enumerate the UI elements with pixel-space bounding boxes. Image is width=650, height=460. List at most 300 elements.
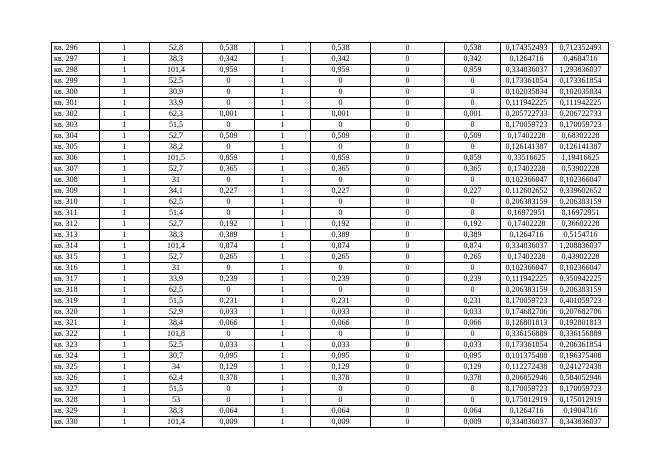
cell-value-d: 0,095 xyxy=(445,351,501,362)
table-row xyxy=(52,384,609,395)
cell-value-b: 0,874 xyxy=(311,241,371,252)
cell-apartment: кв. 329 xyxy=(52,406,100,417)
cell-total: 0,350942225 xyxy=(553,274,609,285)
cell-apartment: кв. 316 xyxy=(52,263,100,274)
cell-value-b: 0 xyxy=(311,120,371,131)
cell-area: 51,5 xyxy=(150,296,203,307)
cell-apartment: кв. 312 xyxy=(52,219,100,230)
cell-total: 0,206383159 xyxy=(553,285,609,296)
cell-factor: 1 xyxy=(255,351,311,362)
table-row xyxy=(52,230,609,241)
cell-factor: 1 xyxy=(255,417,311,428)
cell-count: 1 xyxy=(100,131,150,142)
cell-count: 1 xyxy=(100,329,150,340)
cell-factor: 1 xyxy=(255,329,311,340)
cell-total: 0,206361854 xyxy=(553,340,609,351)
cell-share: 0,101375408 xyxy=(501,351,553,362)
cell-factor: 1 xyxy=(255,186,311,197)
cell-count: 1 xyxy=(100,54,150,65)
cell-count: 1 xyxy=(100,318,150,329)
cell-share: 0,334836037 xyxy=(501,241,553,252)
cell-factor: 1 xyxy=(255,384,311,395)
cell-value-a: 0 xyxy=(203,395,255,406)
cell-share: 0,336156889 xyxy=(501,329,553,340)
cell-value-d: 0 xyxy=(445,87,501,98)
cell-share: 0,126801813 xyxy=(501,318,553,329)
cell-value-c: 0 xyxy=(371,395,445,406)
cell-area: 52,7 xyxy=(150,164,203,175)
cell-value-d: 0,378 xyxy=(445,373,501,384)
cell-value-b: 0 xyxy=(311,142,371,153)
cell-value-a: 0 xyxy=(203,285,255,296)
cell-share: 0,170059723 xyxy=(501,120,553,131)
cell-value-a: 0,033 xyxy=(203,340,255,351)
cell-area: 38,4 xyxy=(150,318,203,329)
cell-area: 53 xyxy=(150,395,203,406)
cell-share: 0,206383159 xyxy=(501,285,553,296)
cell-value-d: 0 xyxy=(445,76,501,87)
cell-value-c: 0 xyxy=(371,43,445,54)
cell-value-a: 0 xyxy=(203,76,255,87)
cell-area: 38,3 xyxy=(150,230,203,241)
cell-count: 1 xyxy=(100,120,150,131)
cell-apartment: кв. 327 xyxy=(52,384,100,395)
cell-total: 0,206383159 xyxy=(553,197,609,208)
cell-factor: 1 xyxy=(255,362,311,373)
cell-area: 101,5 xyxy=(150,153,203,164)
cell-value-d: 0,859 xyxy=(445,153,501,164)
cell-value-a: 0,095 xyxy=(203,351,255,362)
cell-total: 0,170059723 xyxy=(553,384,609,395)
cell-count: 1 xyxy=(100,208,150,219)
cell-share: 0,205722733 xyxy=(501,109,553,120)
cell-apartment: кв. 325 xyxy=(52,362,100,373)
table-row xyxy=(52,120,609,131)
cell-area: 101,4 xyxy=(150,417,203,428)
cell-count: 1 xyxy=(100,230,150,241)
cell-area: 62,4 xyxy=(150,373,203,384)
cell-share: 0,111942225 xyxy=(501,98,553,109)
cell-value-c: 0 xyxy=(371,131,445,142)
cell-value-a: 0 xyxy=(203,263,255,274)
cell-value-b: 0,959 xyxy=(311,65,371,76)
cell-value-c: 0 xyxy=(371,197,445,208)
cell-factor: 1 xyxy=(255,340,311,351)
cell-value-d: 0 xyxy=(445,208,501,219)
cell-total: 0,68302228 xyxy=(553,131,609,142)
cell-value-c: 0 xyxy=(371,263,445,274)
table-row xyxy=(52,329,609,340)
cell-count: 1 xyxy=(100,65,150,76)
cell-area: 33,9 xyxy=(150,274,203,285)
cell-value-b: 0,265 xyxy=(311,252,371,263)
cell-value-a: 0,509 xyxy=(203,131,255,142)
cell-apartment: кв. 304 xyxy=(52,131,100,142)
cell-value-d: 0,365 xyxy=(445,164,501,175)
cell-share: 0,126141387 xyxy=(501,142,553,153)
cell-value-b: 0,192 xyxy=(311,219,371,230)
cell-count: 1 xyxy=(100,241,150,252)
cell-count: 1 xyxy=(100,252,150,263)
cell-apartment: кв. 309 xyxy=(52,186,100,197)
cell-value-c: 0 xyxy=(371,175,445,186)
cell-value-c: 0 xyxy=(371,164,445,175)
cell-value-d: 0,959 xyxy=(445,65,501,76)
cell-area: 31 xyxy=(150,263,203,274)
cell-value-d: 0 xyxy=(445,395,501,406)
cell-value-b: 0,231 xyxy=(311,296,371,307)
table-row xyxy=(52,76,609,87)
cell-value-b: 0,378 xyxy=(311,373,371,384)
cell-value-a: 0,066 xyxy=(203,318,255,329)
cell-count: 1 xyxy=(100,362,150,373)
cell-value-d: 0,538 xyxy=(445,43,501,54)
table-row xyxy=(52,296,609,307)
cell-value-a: 0 xyxy=(203,175,255,186)
cell-area: 62,5 xyxy=(150,285,203,296)
cell-value-b: 0,509 xyxy=(311,131,371,142)
cell-value-c: 0 xyxy=(371,241,445,252)
cell-value-b: 0 xyxy=(311,76,371,87)
cell-factor: 1 xyxy=(255,307,311,318)
cell-value-b: 0 xyxy=(311,285,371,296)
cell-value-c: 0 xyxy=(371,318,445,329)
cell-count: 1 xyxy=(100,153,150,164)
table-row xyxy=(52,274,609,285)
cell-count: 1 xyxy=(100,43,150,54)
cell-factor: 1 xyxy=(255,208,311,219)
cell-value-b: 0 xyxy=(311,329,371,340)
cell-value-a: 0,365 xyxy=(203,164,255,175)
cell-area: 51,5 xyxy=(150,120,203,131)
cell-share: 0,173361854 xyxy=(501,76,553,87)
cell-value-d: 0,342 xyxy=(445,54,501,65)
cell-count: 1 xyxy=(100,98,150,109)
cell-factor: 1 xyxy=(255,395,311,406)
cell-count: 1 xyxy=(100,417,150,428)
cell-value-b: 0,033 xyxy=(311,340,371,351)
cell-count: 1 xyxy=(100,142,150,153)
cell-total: 0,336156889 xyxy=(553,329,609,340)
cell-share: 0,175012919 xyxy=(501,395,553,406)
cell-area: 30,7 xyxy=(150,351,203,362)
table-row xyxy=(52,43,609,54)
cell-area: 51,4 xyxy=(150,208,203,219)
cell-value-b: 0 xyxy=(311,197,371,208)
cell-value-c: 0 xyxy=(371,406,445,417)
cell-factor: 1 xyxy=(255,109,311,120)
cell-value-d: 0 xyxy=(445,285,501,296)
cell-total: 0,1904716 xyxy=(553,406,609,417)
cell-value-d: 0 xyxy=(445,142,501,153)
cell-value-d: 0,033 xyxy=(445,307,501,318)
cell-share: 0,334836037 xyxy=(501,65,553,76)
cell-total: 0,343836037 xyxy=(553,417,609,428)
cell-share: 0,102366047 xyxy=(501,175,553,186)
table-row xyxy=(52,98,609,109)
cell-value-a: 0,265 xyxy=(203,252,255,263)
cell-area: 52,7 xyxy=(150,252,203,263)
cell-total: 0,102366047 xyxy=(553,263,609,274)
cell-value-a: 0,192 xyxy=(203,219,255,230)
cell-apartment: кв. 303 xyxy=(52,120,100,131)
cell-total: 0,401059723 xyxy=(553,296,609,307)
cell-count: 1 xyxy=(100,175,150,186)
cell-value-c: 0 xyxy=(371,252,445,263)
cell-value-d: 0,265 xyxy=(445,252,501,263)
table-row xyxy=(52,351,609,362)
cell-apartment: кв. 299 xyxy=(52,76,100,87)
cell-apartment: кв. 330 xyxy=(52,417,100,428)
cell-value-b: 0 xyxy=(311,263,371,274)
table-row xyxy=(52,362,609,373)
cell-apartment: кв. 313 xyxy=(52,230,100,241)
cell-factor: 1 xyxy=(255,230,311,241)
cell-value-d: 0,001 xyxy=(445,109,501,120)
cell-value-b: 0 xyxy=(311,98,371,109)
cell-area: 38,2 xyxy=(150,142,203,153)
cell-count: 1 xyxy=(100,263,150,274)
cell-value-d: 0 xyxy=(445,263,501,274)
cell-value-c: 0 xyxy=(371,329,445,340)
cell-value-a: 0,378 xyxy=(203,373,255,384)
cell-value-d: 0,064 xyxy=(445,406,501,417)
cell-factor: 1 xyxy=(255,153,311,164)
cell-value-a: 0,231 xyxy=(203,296,255,307)
cell-value-b: 0,859 xyxy=(311,153,371,164)
cell-value-a: 0 xyxy=(203,208,255,219)
table-row xyxy=(52,417,609,428)
cell-share: 0,206383159 xyxy=(501,197,553,208)
cell-total: 0,102035834 xyxy=(553,87,609,98)
table-row xyxy=(52,65,609,76)
cell-share: 0,111942225 xyxy=(501,274,553,285)
cell-value-b: 0 xyxy=(311,175,371,186)
cell-value-d: 0,389 xyxy=(445,230,501,241)
cell-total: 0,16972951 xyxy=(553,208,609,219)
cell-value-d: 0,009 xyxy=(445,417,501,428)
cell-share: 0,1264716 xyxy=(501,230,553,241)
cell-value-d: 0,033 xyxy=(445,340,501,351)
cell-value-d: 0 xyxy=(445,98,501,109)
cell-count: 1 xyxy=(100,406,150,417)
cell-count: 1 xyxy=(100,197,150,208)
cell-factor: 1 xyxy=(255,197,311,208)
cell-apartment: кв. 296 xyxy=(52,43,100,54)
cell-total: 0,111942225 xyxy=(553,98,609,109)
cell-share: 0,17402228 xyxy=(501,164,553,175)
table-row xyxy=(52,340,609,351)
cell-total: 0,5154716 xyxy=(553,230,609,241)
cell-share: 0,112272438 xyxy=(501,362,553,373)
cell-value-c: 0 xyxy=(371,340,445,351)
cell-total: 0,207682706 xyxy=(553,307,609,318)
document-page xyxy=(51,42,608,428)
cell-value-b: 0,001 xyxy=(311,109,371,120)
cell-factor: 1 xyxy=(255,98,311,109)
cell-value-c: 0 xyxy=(371,219,445,230)
cell-count: 1 xyxy=(100,351,150,362)
cell-value-d: 0,239 xyxy=(445,274,501,285)
cell-apartment: кв. 306 xyxy=(52,153,100,164)
cell-value-c: 0 xyxy=(371,417,445,428)
table-row xyxy=(52,186,609,197)
cell-area: 101,8 xyxy=(150,329,203,340)
cell-total: 0,53902228 xyxy=(553,164,609,175)
cell-area: 52,9 xyxy=(150,307,203,318)
cell-value-c: 0 xyxy=(371,296,445,307)
table-row xyxy=(52,142,609,153)
cell-share: 0,1264716 xyxy=(501,406,553,417)
cell-count: 1 xyxy=(100,296,150,307)
cell-count: 1 xyxy=(100,395,150,406)
cell-value-c: 0 xyxy=(371,109,445,120)
cell-share: 0,206052946 xyxy=(501,373,553,384)
cell-factor: 1 xyxy=(255,76,311,87)
cell-share: 0,173361854 xyxy=(501,340,553,351)
cell-total: 0,192801813 xyxy=(553,318,609,329)
cell-apartment: кв. 302 xyxy=(52,109,100,120)
cell-value-a: 0,227 xyxy=(203,186,255,197)
cell-value-b: 0,064 xyxy=(311,406,371,417)
cell-value-c: 0 xyxy=(371,76,445,87)
cell-value-d: 0,227 xyxy=(445,186,501,197)
cell-share: 0,17402228 xyxy=(501,219,553,230)
cell-share: 0,170059723 xyxy=(501,384,553,395)
cell-value-c: 0 xyxy=(371,98,445,109)
cell-value-a: 0 xyxy=(203,120,255,131)
cell-value-c: 0 xyxy=(371,87,445,98)
data-table xyxy=(51,42,609,428)
cell-area: 52,7 xyxy=(150,131,203,142)
cell-area: 38,3 xyxy=(150,406,203,417)
cell-count: 1 xyxy=(100,87,150,98)
cell-share: 0,334836037 xyxy=(501,417,553,428)
cell-total: 0,4684716 xyxy=(553,54,609,65)
cell-value-d: 0 xyxy=(445,120,501,131)
cell-share: 0,17402228 xyxy=(501,252,553,263)
cell-value-b: 0,342 xyxy=(311,54,371,65)
cell-area: 34,1 xyxy=(150,186,203,197)
cell-area: 52,7 xyxy=(150,219,203,230)
cell-share: 0,174352493 xyxy=(501,43,553,54)
cell-share: 0,112602652 xyxy=(501,186,553,197)
cell-value-a: 0 xyxy=(203,197,255,208)
cell-value-a: 0 xyxy=(203,384,255,395)
cell-factor: 1 xyxy=(255,252,311,263)
cell-value-d: 0,874 xyxy=(445,241,501,252)
cell-factor: 1 xyxy=(255,274,311,285)
cell-value-d: 0,231 xyxy=(445,296,501,307)
cell-value-b: 0,227 xyxy=(311,186,371,197)
cell-apartment: кв. 321 xyxy=(52,318,100,329)
cell-area: 52,5 xyxy=(150,76,203,87)
cell-value-c: 0 xyxy=(371,384,445,395)
table-row xyxy=(52,285,609,296)
cell-value-c: 0 xyxy=(371,120,445,131)
cell-value-c: 0 xyxy=(371,54,445,65)
cell-value-a: 0,064 xyxy=(203,406,255,417)
cell-value-d: 0 xyxy=(445,197,501,208)
cell-factor: 1 xyxy=(255,263,311,274)
cell-area: 101,4 xyxy=(150,65,203,76)
cell-apartment: кв. 319 xyxy=(52,296,100,307)
cell-total: 0,102366047 xyxy=(553,175,609,186)
cell-value-b: 0 xyxy=(311,395,371,406)
cell-total: 0,173361854 xyxy=(553,76,609,87)
cell-factor: 1 xyxy=(255,120,311,131)
cell-total: 0,175012919 xyxy=(553,395,609,406)
cell-value-b: 0 xyxy=(311,384,371,395)
cell-value-a: 0,033 xyxy=(203,307,255,318)
cell-value-b: 0 xyxy=(311,87,371,98)
cell-apartment: кв. 314 xyxy=(52,241,100,252)
cell-total: 1,208836037 xyxy=(553,241,609,252)
cell-factor: 1 xyxy=(255,142,311,153)
cell-factor: 1 xyxy=(255,87,311,98)
cell-factor: 1 xyxy=(255,219,311,230)
cell-share: 0,102035834 xyxy=(501,87,553,98)
cell-total: 0,241272438 xyxy=(553,362,609,373)
cell-area: 101,4 xyxy=(150,241,203,252)
cell-count: 1 xyxy=(100,285,150,296)
cell-factor: 1 xyxy=(255,241,311,252)
cell-factor: 1 xyxy=(255,65,311,76)
cell-value-c: 0 xyxy=(371,373,445,384)
cell-share: 0,1264716 xyxy=(501,54,553,65)
cell-factor: 1 xyxy=(255,406,311,417)
cell-area: 30,9 xyxy=(150,87,203,98)
cell-area: 62,3 xyxy=(150,109,203,120)
table-row xyxy=(52,252,609,263)
cell-area: 62,5 xyxy=(150,197,203,208)
table-row xyxy=(52,395,609,406)
cell-value-a: 0,389 xyxy=(203,230,255,241)
cell-apartment: кв. 323 xyxy=(52,340,100,351)
cell-share: 0,170059723 xyxy=(501,296,553,307)
cell-apartment: кв. 317 xyxy=(52,274,100,285)
cell-apartment: кв. 300 xyxy=(52,87,100,98)
cell-value-c: 0 xyxy=(371,153,445,164)
table-row xyxy=(52,87,609,98)
cell-area: 52,8 xyxy=(150,43,203,54)
cell-factor: 1 xyxy=(255,285,311,296)
cell-value-d: 0,129 xyxy=(445,362,501,373)
cell-value-a: 0,239 xyxy=(203,274,255,285)
table-body xyxy=(52,43,609,428)
cell-value-a: 0,538 xyxy=(203,43,255,54)
cell-apartment: кв. 320 xyxy=(52,307,100,318)
cell-apartment: кв. 297 xyxy=(52,54,100,65)
cell-value-a: 0 xyxy=(203,98,255,109)
cell-value-d: 0 xyxy=(445,329,501,340)
cell-factor: 1 xyxy=(255,373,311,384)
cell-share: 0,33516625 xyxy=(501,153,553,164)
cell-apartment: кв. 298 xyxy=(52,65,100,76)
cell-count: 1 xyxy=(100,384,150,395)
cell-apartment: кв. 301 xyxy=(52,98,100,109)
cell-value-b: 0,538 xyxy=(311,43,371,54)
cell-value-b: 0,389 xyxy=(311,230,371,241)
cell-value-a: 0,342 xyxy=(203,54,255,65)
cell-value-d: 0 xyxy=(445,384,501,395)
cell-area: 51,5 xyxy=(150,384,203,395)
cell-value-b: 0,066 xyxy=(311,318,371,329)
cell-value-b: 0,033 xyxy=(311,307,371,318)
cell-area: 34 xyxy=(150,362,203,373)
cell-total: 0,584052946 xyxy=(553,373,609,384)
cell-share: 0,17402228 xyxy=(501,131,553,142)
